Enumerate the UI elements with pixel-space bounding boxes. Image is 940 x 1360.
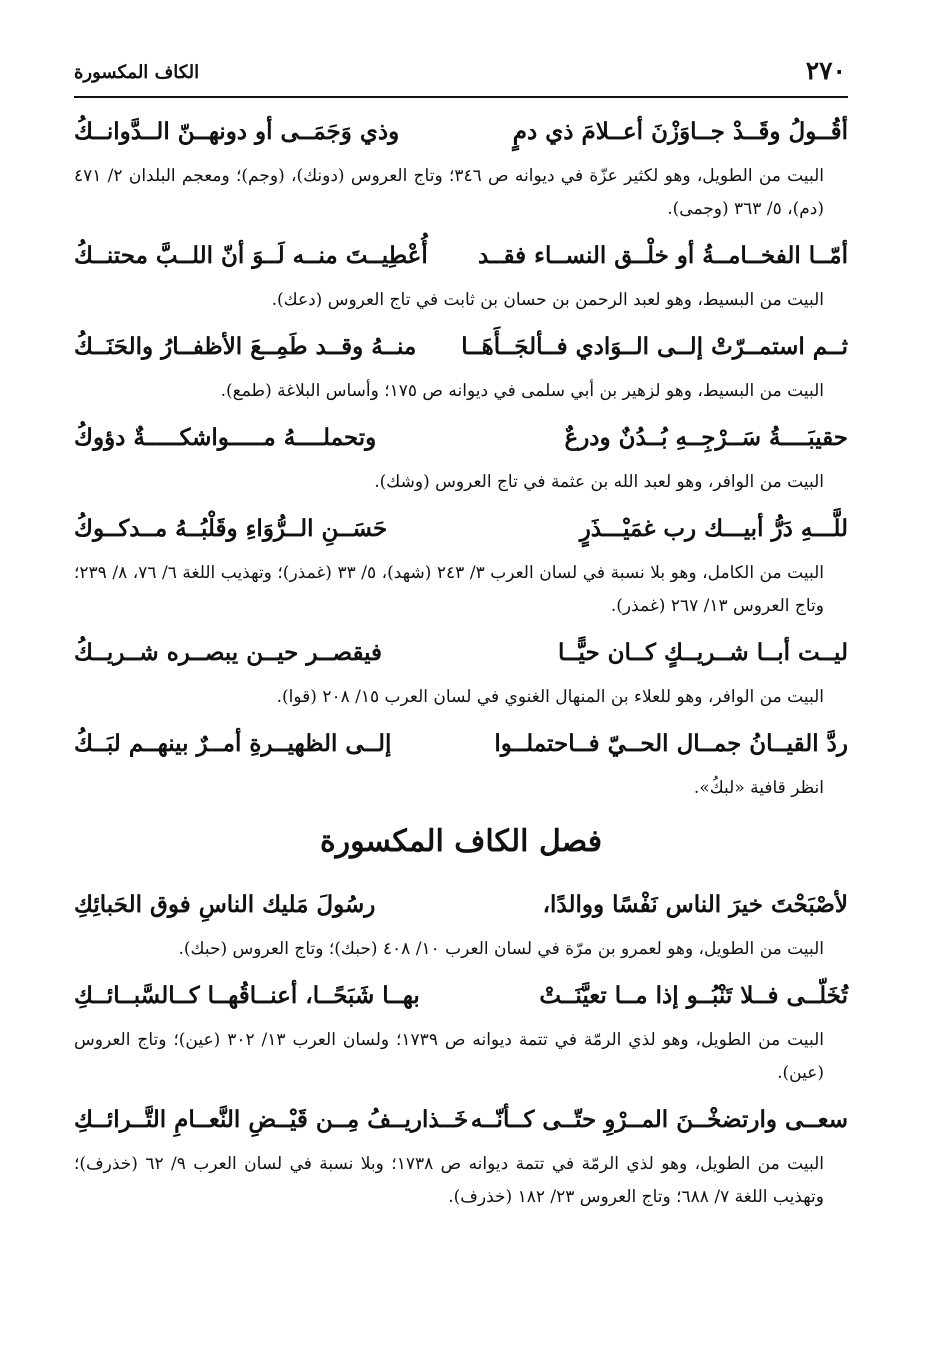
verse-second-hemistich: رسُولَ مَليك الناسِ فوق الحَبائِكِ bbox=[74, 891, 376, 918]
verse-first-hemistich: تُخَلّــى فــلا تَنْبُــو إذا مــا تعيَّنَــتْ bbox=[539, 982, 848, 1009]
verse-first-hemistich: ثــم استمــرّتْ إلــى الــوَادي فــألجَــأَهَــا bbox=[461, 333, 848, 360]
verse-entry bbox=[74, 319, 848, 408]
section-heading: فصل الكاف المكسورة bbox=[319, 824, 603, 859]
verse-entry bbox=[74, 1092, 848, 1214]
verse-second-hemistich: وذي وَجَمَــى أو دونهــنّ الــدَّوانــكُ bbox=[74, 118, 400, 145]
verse-second-hemistich: خَــذاريــفُ مِــن قَيْــضِ النَّعــامِ التَّــرائــكِ bbox=[74, 1106, 469, 1133]
verse-entry bbox=[74, 877, 848, 966]
verse-entry bbox=[74, 625, 848, 714]
verse-line bbox=[74, 228, 848, 284]
verse-second-hemistich: حَسَــنِ الــرُّوَاءِ وقَلْبُــهُ مــدكــوكُ bbox=[74, 515, 388, 542]
verse-note: البيت من الطويل، وهو لذي الرمّة في تتمة ديوانه ص ١٧٣٨؛ وبلا نسبة في لسان العرب ٩/ ٦٢ (خذرف)؛ وتهذيب اللغة ٧/ ٦٨٨؛ وتاج العروس ٢٣/ ١٨٢ (خذرف). bbox=[74, 1154, 824, 1207]
verse-note: البيت من الكامل، وهو بلا نسبة في لسان العرب ٣/ ٢٤٣ (شهد)، ٥/ ٣٣ (غمذر)؛ وتهذيب اللغة ٦/ ٧٦، ٨/ ٢٣٩؛ وتاج العروس ١٣/ ٢٦٧ (غمذر). bbox=[74, 563, 824, 616]
book-page bbox=[74, 56, 848, 1216]
verse-line bbox=[74, 877, 848, 933]
verse-first-hemistich: سعــى وارتضخْــنَ المــرْوِ حتّــى كــأنّــه bbox=[470, 1106, 848, 1133]
verse-first-hemistich: ليــت أبــا شــريــكٍ كــان حيًّــا bbox=[558, 639, 848, 666]
verse-entry bbox=[74, 716, 848, 805]
verse-line bbox=[74, 410, 848, 466]
verse-second-hemistich: بهــا شَبَحًــا، أعنــاقُهــا كــالسَّبــائــكِ bbox=[74, 982, 420, 1009]
verse-note: البيت من البسيط، وهو لعبد الرحمن بن حسان بن ثابت في تاج العروس (دعك). bbox=[271, 290, 824, 310]
verse-line bbox=[74, 625, 848, 681]
verse-note: البيت من الوافر، وهو للعلاء بن المنهال الغنوي في لسان العرب ١٥/ ٢٠٨ (قوا). bbox=[276, 687, 824, 707]
verse-note: البيت من الطويل، وهو لعمرو بن مرّة في لسان العرب ١٠/ ٤٠٨ (حبك)؛ وتاج العروس (حبك). bbox=[178, 939, 824, 959]
verse-note: البيت من الوافر، وهو لعبد الله بن عثمة في تاج العروس (وشك). bbox=[374, 472, 824, 492]
verse-first-hemistich: ردَّ القيــانُ جمــال الحــيّ فــاحتملــوا bbox=[494, 730, 848, 757]
verse-second-hemistich: أُعْطِيــتَ منــه لَــوَ أنّ اللــبَّ محتنــكُ bbox=[74, 242, 428, 269]
verse-first-hemistich: لأصْبَحْتَ خيرَ الناس نَفْسًا ووالدًا، bbox=[542, 891, 848, 918]
verse-first-hemistich: للَّـــهِ دَرُّ أبيـــك رب غمَيْـــذَرٍ bbox=[579, 515, 848, 542]
verse-line bbox=[74, 319, 848, 375]
verse-line bbox=[74, 501, 848, 557]
page-header bbox=[74, 56, 848, 98]
verse-first-hemistich: أمّــا الفخــامــةُ أو خلْــق النســاء فقــد bbox=[477, 242, 848, 269]
verse-note: انظر قافية «لبكُ». bbox=[693, 778, 824, 798]
verse-note: البيت من الطويل، وهو لكثير عزّة في ديوانه ص ٣٤٦؛ وتاج العروس (دونك)، (وجم)؛ ومعجم البلدان ٢/ ٤٧١ (دم)، ٥/ ٣٦٣ (وجمى). bbox=[74, 166, 825, 219]
verse-first-hemistich: حقيبَــــةُ سَــرْجِــهِ بُــدُنٌ ودرعٌ bbox=[564, 424, 848, 451]
running-title: الكاف المكسورة bbox=[74, 62, 200, 83]
verse-entry bbox=[74, 104, 848, 226]
verse-note: البيت من الطويل، وهو لذي الرمّة في تتمة ديوانه ص ١٧٣٩؛ ولسان العرب ١٣/ ٣٠٢ (عين)؛ وتاج العروس (عين). bbox=[74, 1030, 824, 1083]
verse-line bbox=[74, 1092, 848, 1148]
verse-entry bbox=[74, 968, 848, 1090]
page-number: ٢٧٠ bbox=[805, 56, 846, 85]
verse-first-hemistich: أقُــولُ وقَــدْ جــاوَزْنَ أعــلامَ ذي دمٍ bbox=[512, 118, 848, 145]
verse-second-hemistich: إلــى الظهيــرةِ أمــرٌ بينهــم لبَــكُ bbox=[74, 730, 392, 757]
verse-line bbox=[74, 968, 848, 1024]
verse-second-hemistich: وتحملــــهُ مـــــواشكـــــةٌ دؤوكُ bbox=[74, 424, 377, 451]
verse-second-hemistich: منــهُ وقــد طَمِــعَ الأظفــارُ والحَنَــكُ bbox=[74, 333, 417, 360]
verse-entry bbox=[74, 228, 848, 317]
verse-line bbox=[74, 104, 848, 160]
verse-entry bbox=[74, 410, 848, 499]
verse-entry bbox=[74, 501, 848, 623]
verse-note: البيت من البسيط، وهو لزهير بن أبي سلمى في ديوانه ص ١٧٥؛ وأساس البلاغة (طمع). bbox=[220, 381, 824, 401]
verse-line bbox=[74, 716, 848, 772]
verse-second-hemistich: فيقصــر حيــن يبصــره شــريــكُ bbox=[74, 639, 383, 666]
